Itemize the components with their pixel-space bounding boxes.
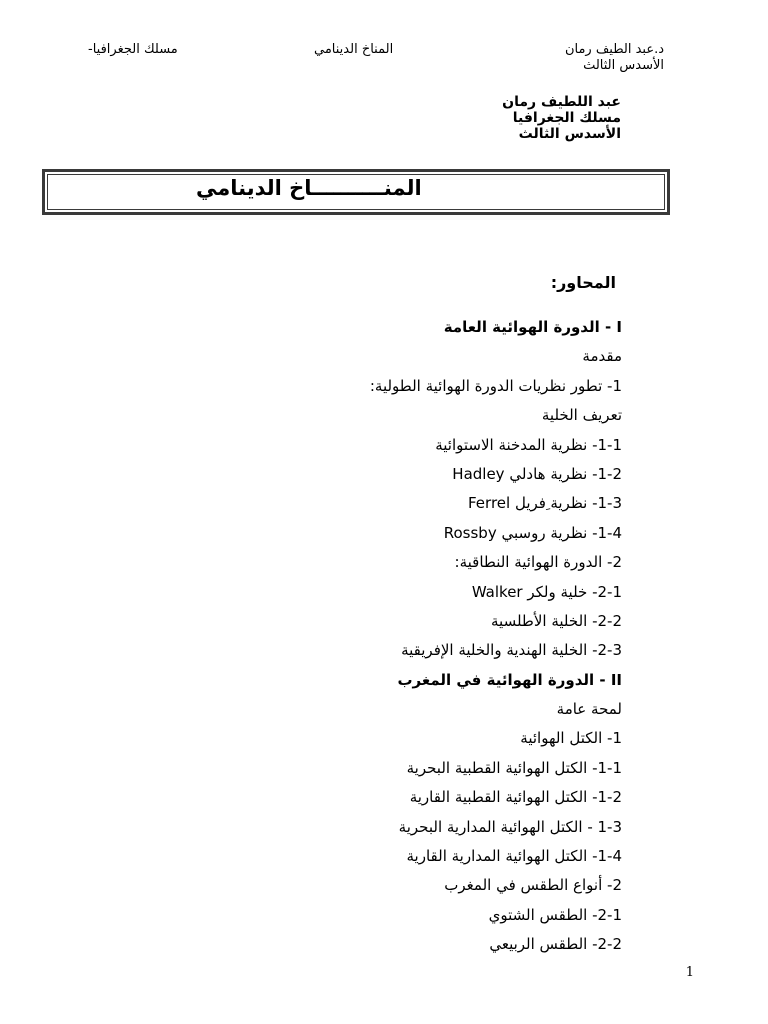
header-program: مسلك الجغرافيا- [88,42,178,57]
outline-item: 2-3- الخلية الهندية والخلية الإفريقية [401,641,622,660]
outline-item: 1-3- نظرية ِفريل Ferrel [468,494,622,513]
outline-item: تعريف الخلية [541,406,622,425]
outline-item: 1-4- نظرية روسبي Rossby [443,523,622,542]
outline-item: I - الدورة الهوائية العامة [443,318,622,336]
outline-list [62,313,622,960]
outline-item: 2- الدورة الهوائية النطاقية: [454,553,622,572]
outline-item: 1-1- نظرية المدخنة الاستوائية [435,435,622,454]
outline-item: لمحة عامة [556,700,622,719]
author-program: مسلك الجغرافيا [512,110,621,126]
outline-item: 2-2- الطقس الربيعي [489,935,622,954]
header-author: د.عبد الطيف رمان [564,42,664,57]
header-course: المناخ الدينامي [314,42,394,57]
header-author-semester [565,42,664,74]
outline-item: 1-3 - الكتل الهوائية المدارية البحرية [398,817,622,836]
outline-item: 2-2- الخلية الأطلسية [491,611,622,630]
outline-item: 1-2- الكتل الهوائية القطبية القارية [409,788,622,807]
outline-item: 2- أنواع الطقس في المغرب [444,876,622,895]
outline-item: مقدمة [582,347,622,366]
outline-item: 1- الكتل الهوائية [520,729,622,748]
outline-item: II - الدورة الهوائية في المغرب [397,670,622,689]
outline-item: 2-1- خلية ولكر Walker [471,582,622,601]
outline-item: 2-1- الطقس الشتوي [488,905,622,924]
outline-item: 1-1- الكتل الهوائية القطبية البحرية [406,758,622,777]
outline [62,270,622,960]
header-semester: الأسدس الثالث [583,58,664,73]
outline-item: 1-2- نظرية هادلي Hadley [452,464,622,483]
document-title: المنــــــــــاخ الدينامي [196,176,422,200]
author-name: عبد اللطيف رمان [502,94,621,110]
author-semester: الأسدس الثالث [518,126,621,142]
author-block [502,94,621,142]
page-number: 1 [685,965,694,980]
outline-item: 1- تطور نظريات الدورة الهوائية الطولية: [369,376,622,395]
outline-item: 1-4- الكتل الهوائية المدارية القارية [406,847,622,866]
outline-heading: المحاور: [550,273,616,292]
